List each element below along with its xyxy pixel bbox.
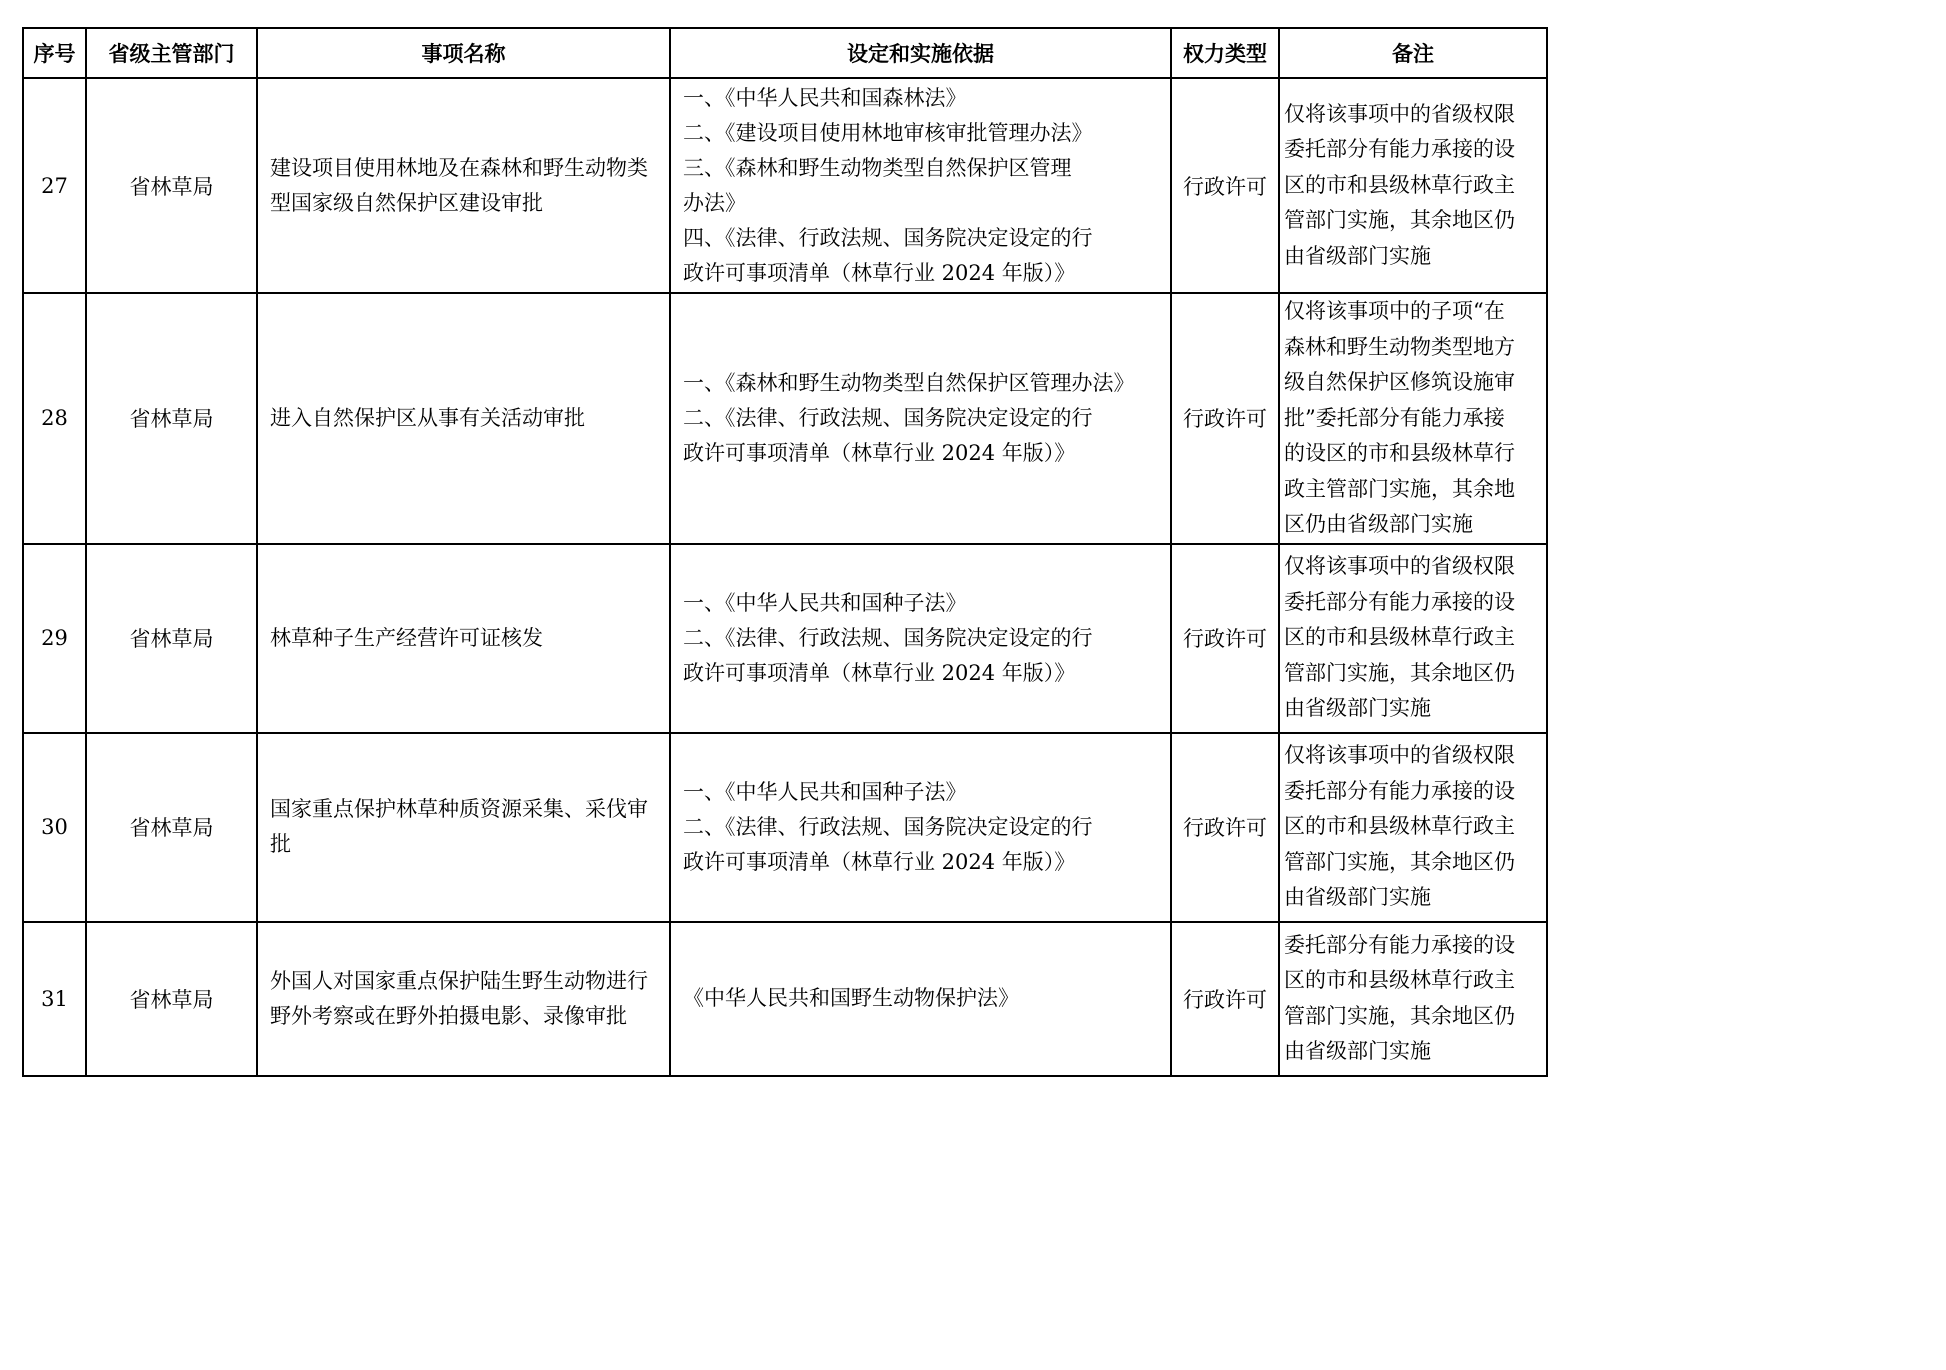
cell-number: 29 <box>23 544 86 733</box>
cell-power-type: 行政许可 <box>1171 544 1279 733</box>
item-name-text: 国家重点保护林草种质资源采集、采伐审批 <box>270 797 648 856</box>
remarks-line: 由省级部门实施 <box>1284 885 1431 910</box>
legal-basis-line: 一、《中华人民共和国森林法》 <box>683 85 967 110</box>
cell-legal-basis <box>670 922 1171 1076</box>
remarks-line: 委托部分有能力承接的设 <box>1284 589 1515 614</box>
remarks-line: 区的市和县级林草行政主 <box>1284 968 1515 992</box>
cell-department: 省林草局 <box>86 78 257 293</box>
cell-item-name <box>257 922 670 1076</box>
remarks-line: 区的市和县级林草行政主 <box>1284 814 1515 839</box>
legal-basis-line: 二、《法律、行政法规、国务院决定设定的行 <box>683 814 1093 839</box>
cell-department: 省林草局 <box>86 544 257 733</box>
table-row <box>23 733 1547 922</box>
cell-legal-basis <box>670 544 1171 733</box>
legal-basis-line: 二、《法律、行政法规、国务院决定设定的行 <box>683 625 1093 650</box>
cell-number: 28 <box>23 293 86 544</box>
cell-remarks <box>1279 922 1547 1076</box>
cell-remarks <box>1279 293 1547 544</box>
item-name-text: 建设项目使用林地及在森林和野生动物类型国家级自然保护区建设审批 <box>270 155 648 215</box>
remarks-line: 仅将该事项中的省级权限 <box>1284 743 1515 768</box>
legal-basis-line: 政许可事项清单（林草行业 2024 年版）》 <box>683 260 1076 285</box>
table-row <box>23 293 1547 544</box>
header-legal-basis: 设定和实施依据 <box>670 28 1171 78</box>
legal-basis-line: 一、《森林和野生动物类型自然保护区管理办法》 <box>683 370 1135 395</box>
cell-number: 30 <box>23 733 86 922</box>
header-number: 序号 <box>23 28 86 78</box>
header-item-name: 事项名称 <box>257 28 670 78</box>
legal-basis-line: 二、《法律、行政法规、国务院决定设定的行 <box>683 405 1093 430</box>
remarks-line: 管部门实施，其余地区仍 <box>1284 1003 1515 1028</box>
legal-basis-line: 办法》 <box>683 190 746 215</box>
cell-power-type: 行政许可 <box>1171 293 1279 544</box>
cell-department: 省林草局 <box>86 733 257 922</box>
cell-remarks <box>1279 544 1547 733</box>
item-name-text: 林草种子生产经营许可证核发 <box>270 625 543 650</box>
item-name-text: 外国人对国家重点保护陆生野生动物进行野外考察或在野外拍摄电影、录像审批 <box>270 968 648 1028</box>
cell-department: 省林草局 <box>86 922 257 1076</box>
cell-department: 省林草局 <box>86 293 257 544</box>
remarks-line: 政主管部门实施，其余地 <box>1284 476 1515 501</box>
legal-basis-line: 一、《中华人民共和国种子法》 <box>683 779 967 804</box>
cell-number: 31 <box>23 922 86 1076</box>
legal-basis-line: 政许可事项清单（林草行业 2024 年版）》 <box>683 849 1076 874</box>
remarks-line: 仅将该事项中的子项“在 <box>1284 299 1505 323</box>
remarks-line: 管部门实施，其余地区仍 <box>1284 849 1515 874</box>
remarks-line: 区的市和县级林草行政主 <box>1284 625 1515 650</box>
remarks-line: 区的市和县级林草行政主 <box>1284 172 1515 197</box>
cell-legal-basis <box>670 733 1171 922</box>
header-power-type: 权力类型 <box>1171 28 1279 78</box>
cell-legal-basis <box>670 293 1171 544</box>
legal-basis-line: 四、《法律、行政法规、国务院决定设定的行 <box>683 225 1093 250</box>
table-row <box>23 78 1547 293</box>
item-name-text: 进入自然保护区从事有关活动审批 <box>270 405 585 430</box>
table-row <box>23 922 1547 1076</box>
remarks-line: 由省级部门实施 <box>1284 696 1431 721</box>
cell-item-name <box>257 293 670 544</box>
cell-power-type: 行政许可 <box>1171 733 1279 922</box>
cell-legal-basis <box>670 78 1171 293</box>
table-header-row <box>23 28 1547 78</box>
remarks-line: 由省级部门实施 <box>1284 1039 1431 1063</box>
cell-number: 27 <box>23 78 86 293</box>
legal-basis-line: 三、《森林和野生动物类型自然保护区管理 <box>683 155 1072 180</box>
delegation-table <box>22 27 1548 1077</box>
remarks-line: 区仍由省级部门实施 <box>1284 512 1473 536</box>
remarks-line: 仅将该事项中的省级权限 <box>1284 101 1515 126</box>
legal-basis-line: 二、《建设项目使用林地审核审批管理办法》 <box>683 120 1093 145</box>
remarks-line: 批”委托部分有能力承接 <box>1284 405 1505 430</box>
cell-item-name <box>257 544 670 733</box>
legal-basis-line: 政许可事项清单（林草行业 2024 年版）》 <box>683 660 1076 685</box>
remarks-line: 仅将该事项中的省级权限 <box>1284 554 1515 579</box>
remarks-line: 管部门实施，其余地区仍 <box>1284 208 1515 233</box>
remarks-line: 委托部分有能力承接的设 <box>1284 137 1515 162</box>
cell-remarks <box>1279 733 1547 922</box>
remarks-line: 由省级部门实施 <box>1284 243 1431 268</box>
cell-power-type: 行政许可 <box>1171 922 1279 1076</box>
table-row <box>23 544 1547 733</box>
cell-power-type: 行政许可 <box>1171 78 1279 293</box>
cell-remarks <box>1279 78 1547 293</box>
legal-basis-line: 一、《中华人民共和国种子法》 <box>683 590 967 615</box>
legal-basis-line: 政许可事项清单（林草行业 2024 年版）》 <box>683 440 1076 465</box>
header-remarks: 备注 <box>1279 28 1547 78</box>
legal-basis-line: 《中华人民共和国野生动物保护法》 <box>683 986 1019 1010</box>
header-department: 省级主管部门 <box>86 28 257 78</box>
remarks-line: 委托部分有能力承接的设 <box>1284 778 1515 803</box>
remarks-line: 森林和野生动物类型地方 <box>1284 334 1515 359</box>
remarks-line: 级自然保护区修筑设施审 <box>1284 370 1515 394</box>
cell-item-name <box>257 733 670 922</box>
remarks-line: 的设区的市和县级林草行 <box>1284 441 1515 465</box>
remarks-line: 委托部分有能力承接的设 <box>1284 932 1515 957</box>
remarks-line: 管部门实施，其余地区仍 <box>1284 660 1515 685</box>
cell-item-name <box>257 78 670 293</box>
